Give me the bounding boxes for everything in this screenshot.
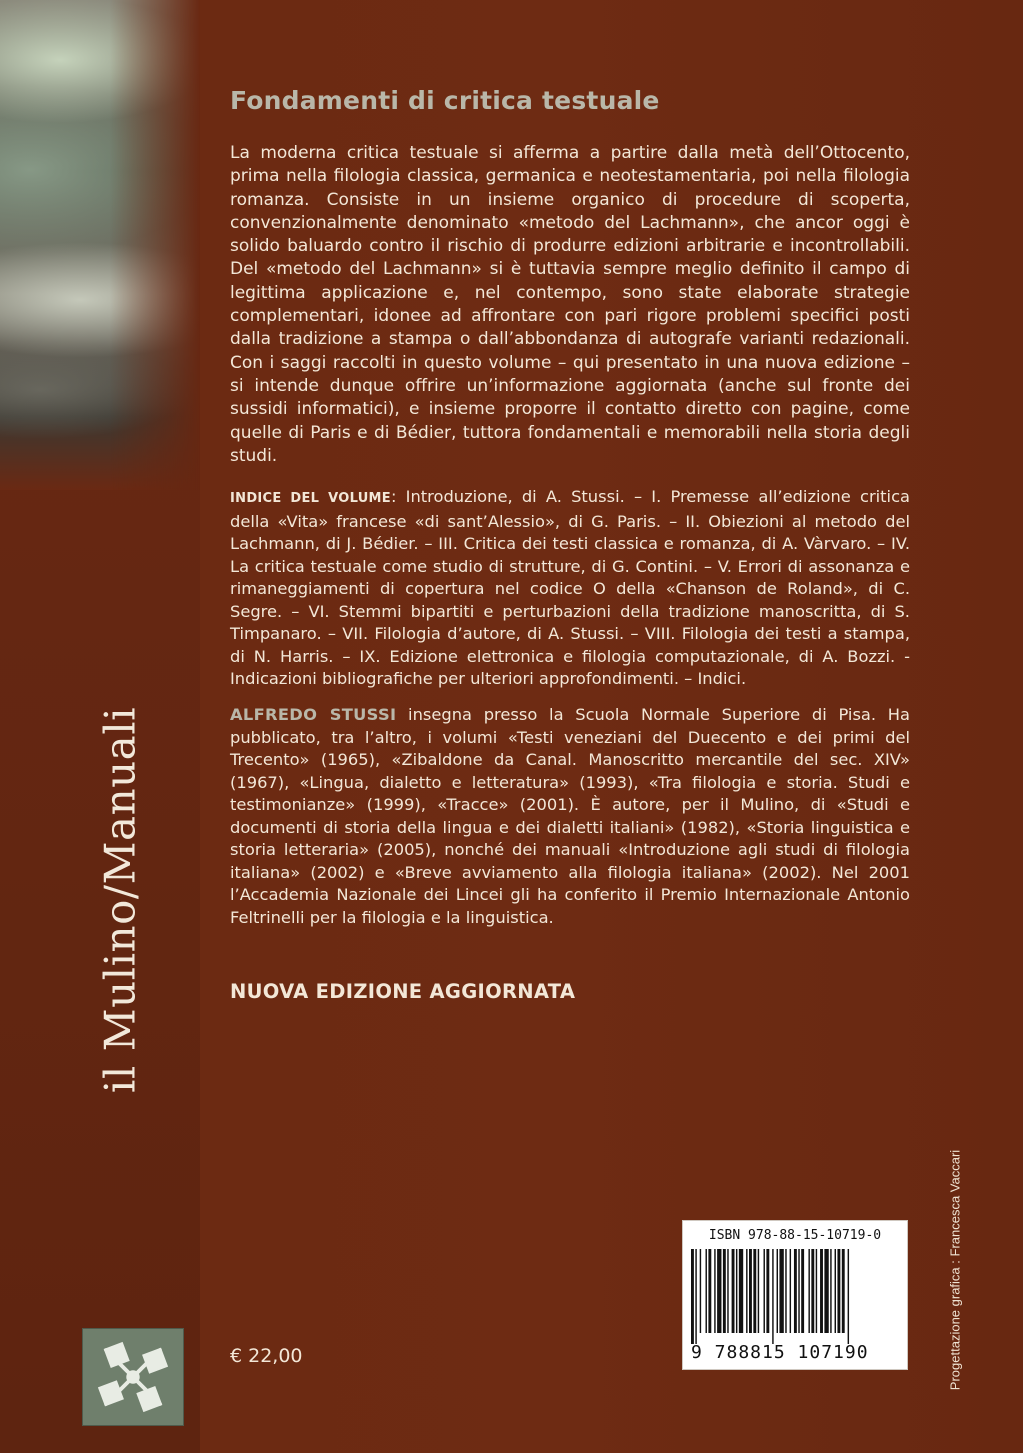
barcode-bars bbox=[691, 1249, 901, 1344]
spine-band bbox=[0, 0, 200, 1453]
author-bio-text: insegna presso la Scuola Normale Superiore di Pisa. Ha pubblicato, tra l’altro, i volumi «Testi veneziani del Duecento e dei primi del Trecento» (1965), «Zibaldone da Canal. Manoscritto mercantile del sec. XIV» (1967), «Lingua, dialetto e letteratura» (1993), «Tra filologia e storia. Studi e testimonianze» (1999), «Tracce» (2001). È autore, per il Mulino, di «Studi e documenti di storia della lingua e dei dialetti italiani» (1982), «Storia linguistica e storia letteraria» (2005), nonché dei manuali «Introduzione agli studi di filologia italiana» (2002) e «Breve avviamento alla filologia italiana» (2002). Nel 2001 l’Accademia Nazionale dei Lincei gli ha conferito il Premio Internazionale Antonio Feltrinelli per la filologia e la linguistica. bbox=[230, 705, 910, 927]
book-pages-photo bbox=[0, 0, 200, 490]
edition-note: NUOVA EDIZIONE AGGIORNATA bbox=[230, 980, 576, 1003]
author-name: ALFREDO STUSSI bbox=[230, 705, 397, 724]
isbn-barcode bbox=[682, 1220, 908, 1370]
index-text: : Introduzione, di A. Stussi. – I. Premesse all’edizione critica della «Vita» francese «di sant’Alessio», di G. Paris. – II. Obiezioni al metodo del Lachmann, di J. Bédier. – III. Critica dei testi classica e romanza, di A. Vàrvaro. – IV. La critica testuale come studio di strutture, di G. Contini. – V. Errori di assonanza e rimaneggiamenti di copertura nel codice O della «Chanson de Roland», di C. Segre. – VI. Stemmi bipartiti e perturbazioni della tradizione manoscritta, di S. Timpanaro. – VII. Filologia d’autore, di A. Stussi. – VIII. Filologia dei testi a stampa, di N. Harris. – IX. Edizione elettronica e filologia computazionale, di A. Bozzi. - Indicazioni bibliografiche per ulteriori approfondimenti. – Indici. bbox=[230, 487, 910, 688]
series-title: il Mulino/Manuali bbox=[95, 706, 145, 1094]
price: € 22,00 bbox=[230, 1345, 303, 1367]
barcode-digits: 9 788815 107190 bbox=[691, 1342, 869, 1363]
design-credit: Progettazione grafica : Francesca Vaccari bbox=[947, 1149, 963, 1391]
windmill-icon bbox=[82, 1328, 184, 1426]
table-of-contents bbox=[230, 486, 910, 691]
book-title: Fondamenti di critica testuale bbox=[230, 86, 660, 115]
book-description: La moderna critica testuale si afferma a partire dalla metà dell’Ottocento, prima nella filologia classica, germanica e neotestamentaria, poi nella filologia romanza. Consiste in un insieme organico di procedure di scoperta, convenzionalmente denominato «metodo del Lachmann», che ancor oggi è solido baluardo contro il rischio di produrre edizioni arbitrarie e incontrollabili. Del «metodo del Lachmann» si è tuttavia sempre meglio definito il campo di legittima applicazione e, nel contempo, sono state elaborate strategie complementari, idonee ad affrontare con pari rigore problemi specifici posti dalla tradizione a stampa o dall’abbondanza di autografe varianti redazionali. Con i saggi raccolti in questo volume – qui presentato in una nuova edizione – si intende dunque offrire un’informazione aggiornata (anche sul fronte dei sussidi informatici), e insieme proporre il contatto diretto con pagine, come quelle di Paris e di Bédier, tuttora fondamentali e memorabili nella storia degli studi. bbox=[230, 143, 910, 466]
author-bio bbox=[230, 704, 910, 929]
index-label: INDICE DEL VOLUME bbox=[230, 491, 391, 506]
isbn-label: ISBN 978-88-15-10719-0 bbox=[708, 1228, 882, 1243]
